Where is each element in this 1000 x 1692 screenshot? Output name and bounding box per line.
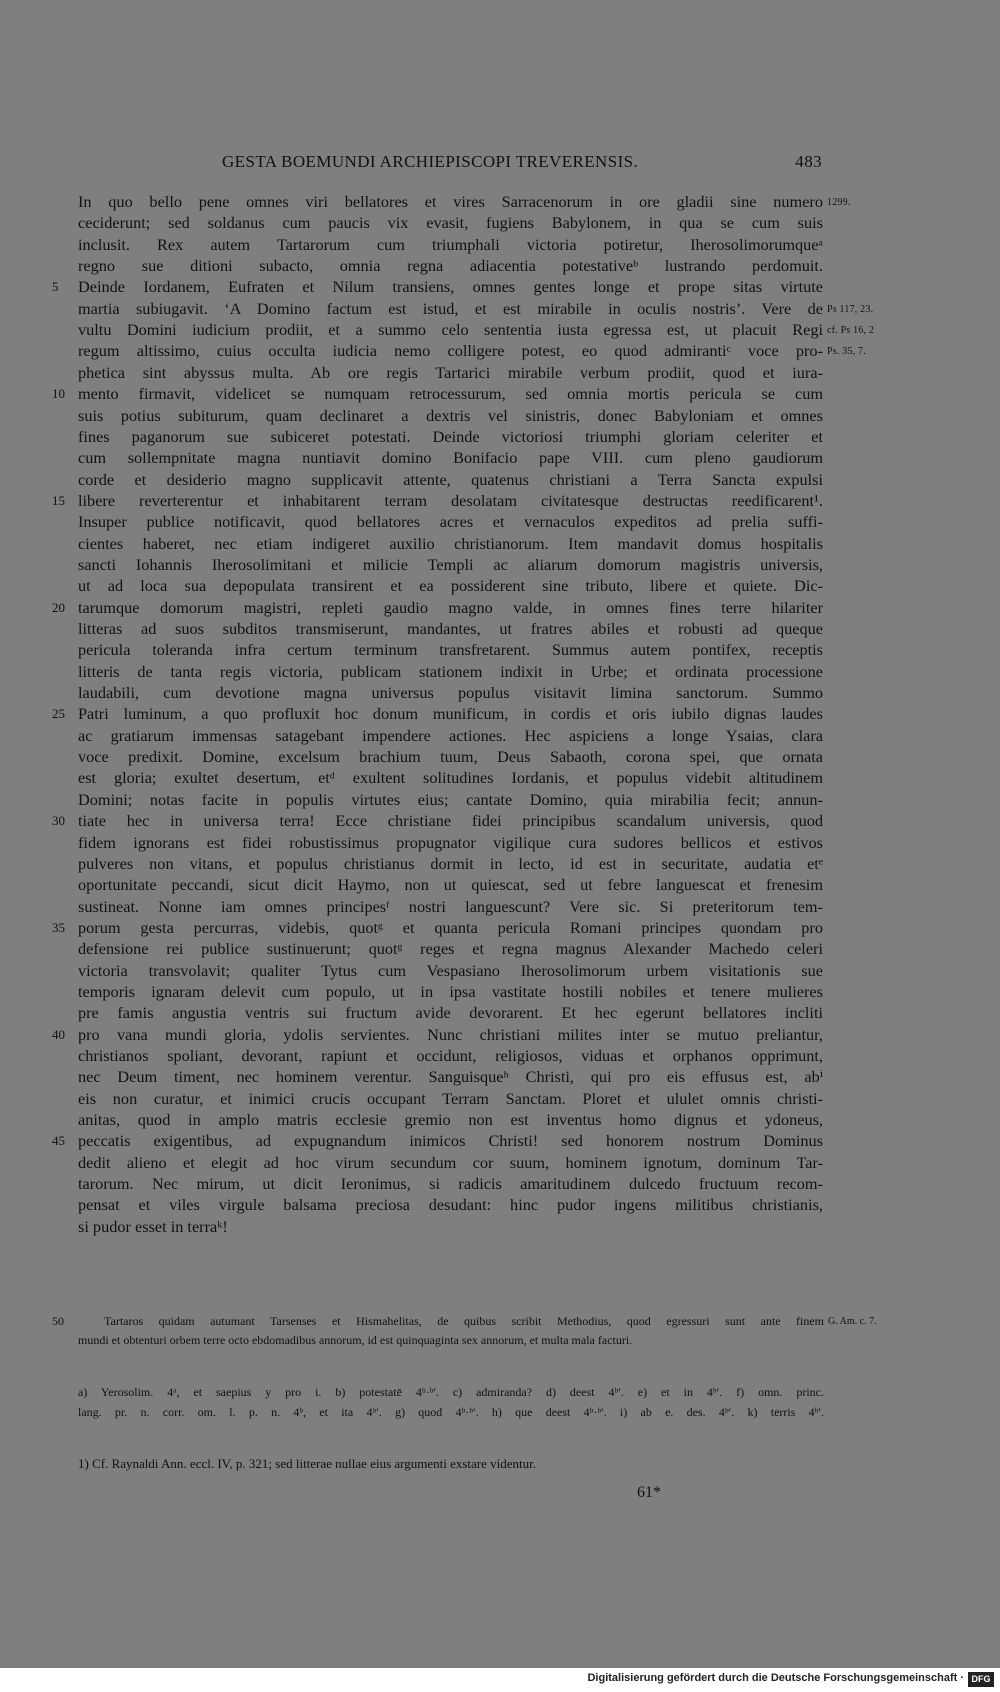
dfg-footer-bar (0, 1668, 1000, 1692)
line-text: peccatis exigentibus, ad expugnandum inimicos Christi! sed honorem nostrum Dominus (78, 1131, 823, 1151)
line-text: Insuper publice notificavit, quod bellatores acres et vernaculos expeditos ad prelia suffi- (78, 512, 823, 532)
line-text: regno sue ditioni subacto, omnia regna adiacentia potestativeᵇ lustrando perdomuit. (78, 256, 823, 276)
text-line (0, 1044, 1000, 1067)
line-text: ac gratiarum immensas satagebant impendere actiones. Hec aspiciens a longe Ysaias, clara (78, 725, 823, 745)
text-line (0, 660, 1000, 683)
dfg-logo-icon: DFG (968, 1672, 994, 1687)
line-number: 35 (52, 919, 65, 935)
line-text: litteris de tanta regis victoria, publicam stationem indixit in Urbe; et ordinata processione (78, 661, 823, 681)
text-line (0, 489, 1000, 512)
text-line (0, 510, 1000, 533)
note-line (0, 1312, 1000, 1331)
line-number: 25 (52, 706, 65, 722)
text-line (0, 1172, 1000, 1195)
line-text: vultu Domini iudicium prodiit, et a summo celo sententia iusta egressa est, ut placuit Regi (78, 320, 823, 340)
text-line (0, 190, 1000, 213)
text-line (0, 361, 1000, 384)
text-line (0, 766, 1000, 789)
line-text: fidem ignorans est fidei robustissimus propugnator vigilique cura sudores bellicos et estivos (78, 832, 823, 852)
line-text: nec Deum timent, nec hominem verentur. Sanguisqueʰ Christi, qui pro eis effusus est, abⁱ (78, 1067, 823, 1087)
text-line (0, 318, 1000, 341)
text-line (0, 788, 1000, 811)
text-line (0, 937, 1000, 960)
text-line (0, 1151, 1000, 1174)
text-line (0, 596, 1000, 619)
text-line (0, 809, 1000, 832)
line-text: tiate hec in universa terra! Ecce christiane fidei principibus scandalum universis, quod (78, 811, 823, 831)
footnote-rule (78, 1446, 824, 1447)
line-text: defensione rei publice sustinuerunt; quotᵍ reges et regna magnus Alexander Machedo celeri (78, 939, 823, 959)
line-text: christianos spoliant, devorant, rapiunt et occidunt, religiosos, viduas et orphanos opprimunt, (78, 1046, 823, 1065)
line-text: Domini; notas facite in populis virtutes eius; cantate Domino, quia mirabilia fecit; annun- (78, 789, 823, 809)
line-text: porum gesta percurras, videbis, quotᵍ et quanta pericula Romani principes quondam pro (78, 917, 823, 937)
line-number: 30 (52, 813, 65, 829)
text-line (0, 297, 1000, 320)
note-line (0, 1331, 1000, 1350)
text-line (0, 1001, 1000, 1024)
line-text: corde et desiderio magno supplicavit attente, quatenus christiani a Terra Sancta expulsi (78, 469, 823, 489)
text-line (0, 553, 1000, 576)
text-line (0, 339, 1000, 362)
line-number: 40 (52, 1026, 65, 1042)
line-text: cientes haberet, nec etiam indigeret auxilio christianorum. Item mandavit domus hospitalis (78, 533, 823, 553)
line-number: 10 (52, 386, 65, 402)
line-text: pro vana mundi gloria, ydolis servientes. Nunc christiani milites inter se mutuo preliantur, (78, 1024, 823, 1044)
text-line (0, 1108, 1000, 1131)
margin-reference: Ps 117, 23. (827, 303, 874, 315)
line-text: temporis ignaram delevit cum populo, ut in ipsa vastitate hostili nobiles et tenere mulieres (78, 981, 823, 1001)
text-line (0, 1087, 1000, 1110)
running-title: GESTA BOEMUNDI ARCHIEPISCOPI TREVERENSIS. (222, 152, 639, 171)
text-line (0, 275, 1000, 298)
text-line (0, 1065, 1000, 1088)
text-line (0, 254, 1000, 277)
line-text: mento firmavit, videlicet se numquam retrocessurum, sed omnia mortis pericula se cum (78, 384, 823, 404)
text-line (0, 638, 1000, 661)
line-text: cum sollempnitate magna nuntiavit domino Bonifacio pape VIII. cum pleno gaudiorum (78, 448, 823, 468)
line-number: 5 (52, 279, 59, 295)
line-text: tarorum. Nec mirum, ut dicit Ieronimus, si radicis amaritudinem dulcedo fructuum recom- (78, 1174, 823, 1194)
margin-reference: Ps. 35, 7. (827, 346, 866, 358)
line-text: suis potius subiturum, quam declinaret a dextris vel sinistris, donec Babyloniam et omnes (78, 405, 823, 425)
text-line (0, 468, 1000, 491)
text-line (0, 574, 1000, 597)
signature-mark: 61* (637, 1484, 661, 1501)
text-line (0, 895, 1000, 918)
line-text: laudabili, cum devotione magna universus populus visitavit limina sanctorum. Summo (78, 683, 823, 703)
line-text: litteras ad suos subditos transmiserunt, mandantes, ut fratres abiles et robusti ad queque (78, 619, 823, 638)
critical-apparatus (78, 1382, 824, 1422)
line-text: est gloria; exultet desertum, etᵈ exultent solitudines Iordanis, et populus videbit altitudinem (78, 768, 823, 788)
line-text: Patri luminum, a quo profluxit hoc donum munificum, in cordis et oris iubilo dignas laudes (78, 704, 823, 724)
text-line (0, 233, 1000, 256)
text-line (0, 916, 1000, 939)
margin-reference: cf. Ps 16, 2 (827, 325, 875, 337)
text-line (0, 724, 1000, 747)
line-text: sustineat. Nonne iam omnes principesᶠ nostri languescunt? Vere sic. Si preteritorum tem- (78, 896, 823, 916)
text-line (0, 681, 1000, 704)
line-text: pericula toleranda infra certum terminum transfretarent. Summus autem pontifex, receptis (78, 640, 823, 660)
line-text: ut ad loca sua depopulata transirent et ea possiderent sine tributo, libere et quiete. Dic- (78, 576, 823, 596)
line-number: 45 (52, 1133, 65, 1149)
text-line (0, 959, 1000, 982)
text-line (0, 831, 1000, 854)
line-text: Deinde Iordanem, Eufraten et Nilum transiens, omnes gentes longe et prope sitas virtute (78, 277, 823, 297)
line-text: libere reverterentur et inhabitarent terram desolatam civitatesque destructas reedificarent¹. (78, 490, 823, 510)
text-line (0, 1215, 1000, 1238)
line-text: oportunitate peccandi, sicut dicit Haymo, non ut quiescat, sed ut febre languescat et frenesim (78, 875, 823, 895)
note-text: mundi et obtenturi orbem terre octo ebdomadibus annorum, id est quinquaginta sex annorum, et multa mala facturi. (78, 1333, 633, 1347)
line-text: martia subiugavit. ‘A Domino factum est istud, et est mirabile in oculis nostris’. Vere de (78, 298, 823, 318)
text-line (0, 425, 1000, 448)
line-text: inclusit. Rex autem Tartarorum cum triumphali victoria potiretur, Iherosolimorumqueᵃ (78, 234, 823, 254)
text-line (0, 532, 1000, 555)
line-text: ceciderunt; sed soldanus cum paucis vix evasit, fugiens Babylonem, in qua se cum suis (78, 213, 823, 233)
text-line (0, 852, 1000, 875)
footnote: 1) Cf. Raynaldi Ann. eccl. IV, p. 321; sed litterae nullae eius argumenti exstare videntur. (78, 1456, 537, 1471)
apparatus-line: lang. pr. n. corr. om. l. p. n. 4ᵇ, et ita 4ᵇ′. g) quod 4ᵇ·ᵇ′. h) que deest 4ᵇ·ᵇ′. i) ab e. des. 4ᵇ′. k) terris 4ᵇ′. (78, 1405, 824, 1419)
text-line (0, 446, 1000, 469)
text-line (0, 980, 1000, 1003)
line-text: victoria transvolavit; qualiter Tytus cum Vespasiano Iherosolimorum urbem visitationis sue (78, 960, 823, 980)
line-text: eis non curatur, et inimici crucis occupant Terram Sanctam. Ploret et ululet omnis christi- (78, 1088, 823, 1108)
text-line (0, 1023, 1000, 1046)
line-text: fines paganorum sue subiceret potestati. Deinde victoriosi triumphi gloriam celeriter et (78, 426, 823, 446)
text-line (0, 382, 1000, 405)
text-line (0, 1193, 1000, 1216)
running-header (222, 152, 822, 182)
line-text: In quo bello pene omnes viri bellatores et vires Sarracenorum in ore gladii sine numero (78, 192, 823, 211)
line-text: pre famis angustia ventris sui fructum avide devorarent. Et hec egerunt bellatores incliti (78, 1003, 823, 1023)
line-text: pensat et viles virgule balsama preciosa desudant: hinc pudor ingens militibus christianis, (78, 1195, 823, 1215)
text-line (0, 211, 1000, 234)
line-text: anitas, quod in amplo matris ecclesie gremio non est inventus homo dignus et ydoneus, (78, 1110, 823, 1130)
line-text: tarumque domorum magistri, repleti gaudio magno valde, in omnes fines terre hilariter (78, 597, 823, 617)
text-line (0, 617, 1000, 640)
line-number: 50 (52, 1314, 64, 1328)
margin-reference: G. Am. c. 7. (828, 1316, 877, 1327)
line-number: 20 (52, 599, 65, 615)
text-line (0, 404, 1000, 427)
note-text: Tartaros quidam autumant Tarsenses et Hismahelitas, de quibus scribit Methodius, quod egressuri sunt ante finem (104, 1314, 824, 1328)
text-line (0, 873, 1000, 896)
apparatus-line: a) Yerosolim. 4ᵃ, et saepius y pro i. b) potestatē 4ᵇ·ᵇ′. c) admiranda? d) deest 4ᵇ′. e) et in 4ᵇ′. f) omn. princ. (78, 1385, 824, 1399)
line-text: si pudor esset in terraᵏ! (78, 1216, 228, 1236)
margin-reference: 1299. (827, 197, 851, 208)
line-text: sancti Iohannis Iherosolimitani et milicie Templi ac aliarum domorum magistris universis, (78, 554, 823, 574)
line-text: dedit alieno et elegit ad hoc virum secundum cor suum, hominem ignotum, dominum Tar- (78, 1152, 823, 1172)
line-text: pulveres non vitans, et populus christianus dormit in lecto, id est in securitate, audatia etᵉ (78, 853, 823, 873)
line-text: voce predixit. Domine, excelsum brachium tuum, Deus Sabaoth, corona spei, que ornata (78, 747, 823, 767)
page-number: 483 (795, 152, 822, 171)
line-number: 15 (52, 492, 65, 508)
text-line (0, 702, 1000, 725)
line-text: phetica sint abyssus multa. Ab ore regis Tartarici mirabile verbum prodiit, quod et iura- (78, 362, 823, 382)
text-line (0, 745, 1000, 768)
dfg-credit-text: Digitalisierung gefördert durch die Deutsche Forschungsgemeinschaft · (587, 1672, 964, 1684)
line-text: regum altissimo, cuius occulta iudicia nemo colligere potest, eo quod admirantiᶜ voce pro- (78, 341, 823, 361)
text-line (0, 1129, 1000, 1152)
